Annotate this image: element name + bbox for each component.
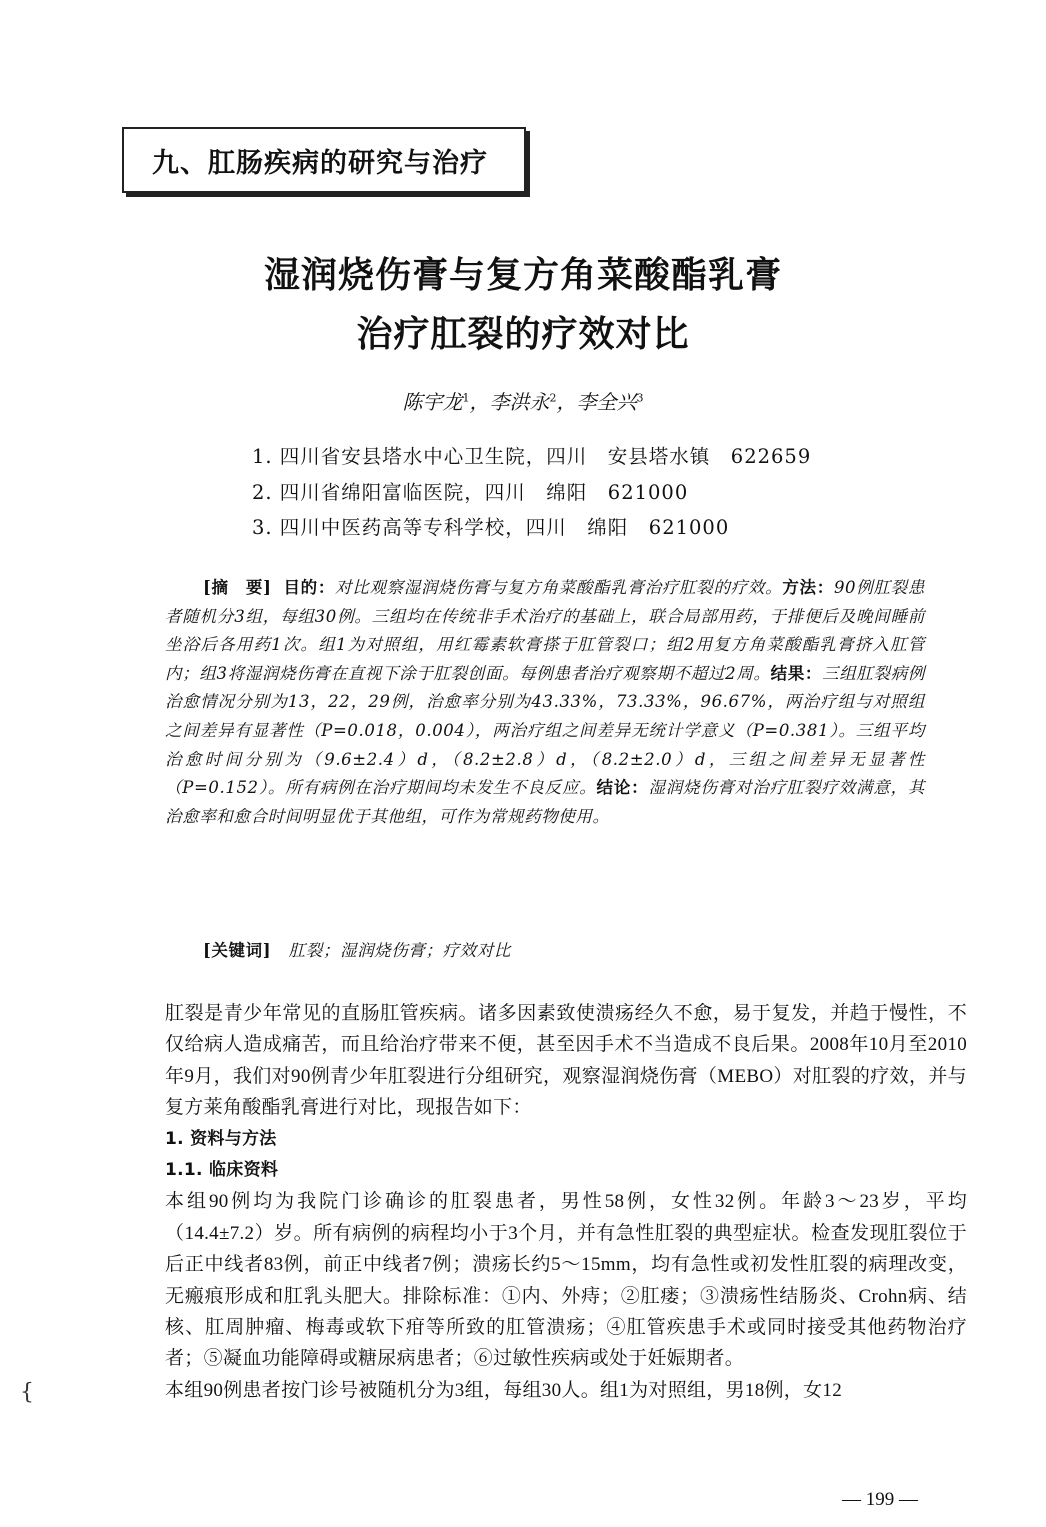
abstract <box>165 574 925 831</box>
article-title-line1: 湿润烧伤膏与复方角菜酸酯乳膏 <box>263 255 782 296</box>
author-list <box>0 386 1046 415</box>
keywords <box>203 937 511 961</box>
author-affiliation-mark: 2 <box>549 391 557 405</box>
objective-text: 对比观察湿润烧伤膏与复方角菜酸酯乳膏治疗肛裂的疗效。 <box>335 578 783 597</box>
results-text: 三组肛裂病例治愈情况分别为13，22，29例，治愈率分别为43.33%，73.33%，96.67%，两治疗组与对照组之间差异有显著性（P=0.018，0.004），两治疗组之间差异无统计学意义（P=0.381）。三组平均治愈时间分别为（9.6±2.4）d，（8.2±2.8）d，（8.2±2.0）d，三组之间差异无显著性（P=0.152）。所有病例在治疗期间均未发生不良反应。 <box>165 663 925 798</box>
author-separator: ， <box>556 390 577 414</box>
results-label: 结果： <box>770 663 823 683</box>
author-name: 陈宇龙 <box>402 390 463 414</box>
article-title-line2: 治疗肛裂的疗效对比 <box>356 314 690 355</box>
intro-paragraph: 肛裂是青少年常见的直肠肛管疾病。诸多因素致使溃疡经久不愈，易于复发，并趋于慢性，不仅给病人造成痛苦，而且给治疗带来不便，甚至因手术不当造成不良后果。2008年10月至2010年9月，我们对90例青少年肛裂进行分组研究，观察湿润烧伤膏（MEBO）对肛裂的疗效，并与复方莱角酸酯乳膏进行对比，现报告如下： <box>165 1003 967 1119</box>
grouping-paragraph: 本组90例患者按门诊号被随机分为3组，每组30人。组1为对照组，男18例，女12 <box>165 1379 843 1401</box>
methods-label: 方法： <box>782 578 834 597</box>
page-number: — 199 — <box>842 1489 918 1510</box>
section-heading-1: 1. 资料与方法 <box>165 1128 277 1149</box>
scan-edge-mark: { <box>20 1380 34 1405</box>
conclusion-label: 结论： <box>596 778 649 798</box>
abstract-label: [摘 要] <box>203 578 272 597</box>
author-affiliation-mark: 1 <box>462 391 470 405</box>
methods-text: 90例肛裂患者随机分3组，每组30例。三组均在传统非手术治疗的基础上，联合局部用药，于排便后及晚间睡前坐浴后各用药1次。组1为对照组，用红霉素软膏搽于肛管裂口；组2用复方角菜酸酯乳膏挤入肛管内；组3将湿润烧伤膏在直视下涂于肛裂创面。每例患者治疗观察期不超过2周。 <box>165 578 925 683</box>
keywords-text: 肛裂；湿润烧伤膏；疗效对比 <box>288 941 511 960</box>
section-heading: 九、肛肠疾病的研究与治疗 <box>152 147 488 179</box>
section-heading-1-1: 1.1. 临床资料 <box>165 1160 279 1181</box>
author-separator: ， <box>469 390 490 414</box>
author-name: 李洪永 <box>489 390 550 414</box>
objective-label: 目的： <box>283 578 336 597</box>
section-heading-box <box>122 127 526 193</box>
conclusion-text: 湿润烧伤膏对治疗肛裂疗效满意，其治愈率和愈合时间明显优于其他组，可作为常规药物使用。 <box>165 778 925 826</box>
keywords-label: [关键词] <box>203 941 272 960</box>
affiliation-1: 1. 四川省安县塔水中心卫生院，四川 安县塔水镇 622659 <box>252 445 812 468</box>
clinical-data-paragraph: 本组90例均为我院门诊确诊的肛裂患者，男性58例，女性32例。年龄3～23岁，平均（14.4±7.2）岁。所有病例的病程均小于3个月，并有急性肛裂的典型症状。检查发现肛裂位于后正中线者83例，前正中线者7例；溃疡长约5～15mm，均有急性或初发性肛裂的病理改变，无瘢痕形成和肛乳头肥大。排除标准：①内、外痔；②肛瘘；③溃疡性结肠炎、Crohn病、结核、肛周肿瘤、梅毒或软下疳等所致的肛管溃疡；④肛管疾患手术或同时接受其他药物治疗者；⑤凝血功能障碍或糖尿病患者；⑥过敏性疾病或处于妊娠期者。 <box>165 1191 967 1370</box>
affiliation-2: 2. 四川省绵阳富临医院，四川 绵阳 621000 <box>252 481 689 504</box>
affiliation-3: 3. 四川中医药高等专科学校，四川 绵阳 621000 <box>252 516 730 539</box>
author-name: 李全兴 <box>576 390 637 414</box>
author-affiliation-mark: 3 <box>636 391 644 405</box>
article-body <box>165 998 967 1406</box>
